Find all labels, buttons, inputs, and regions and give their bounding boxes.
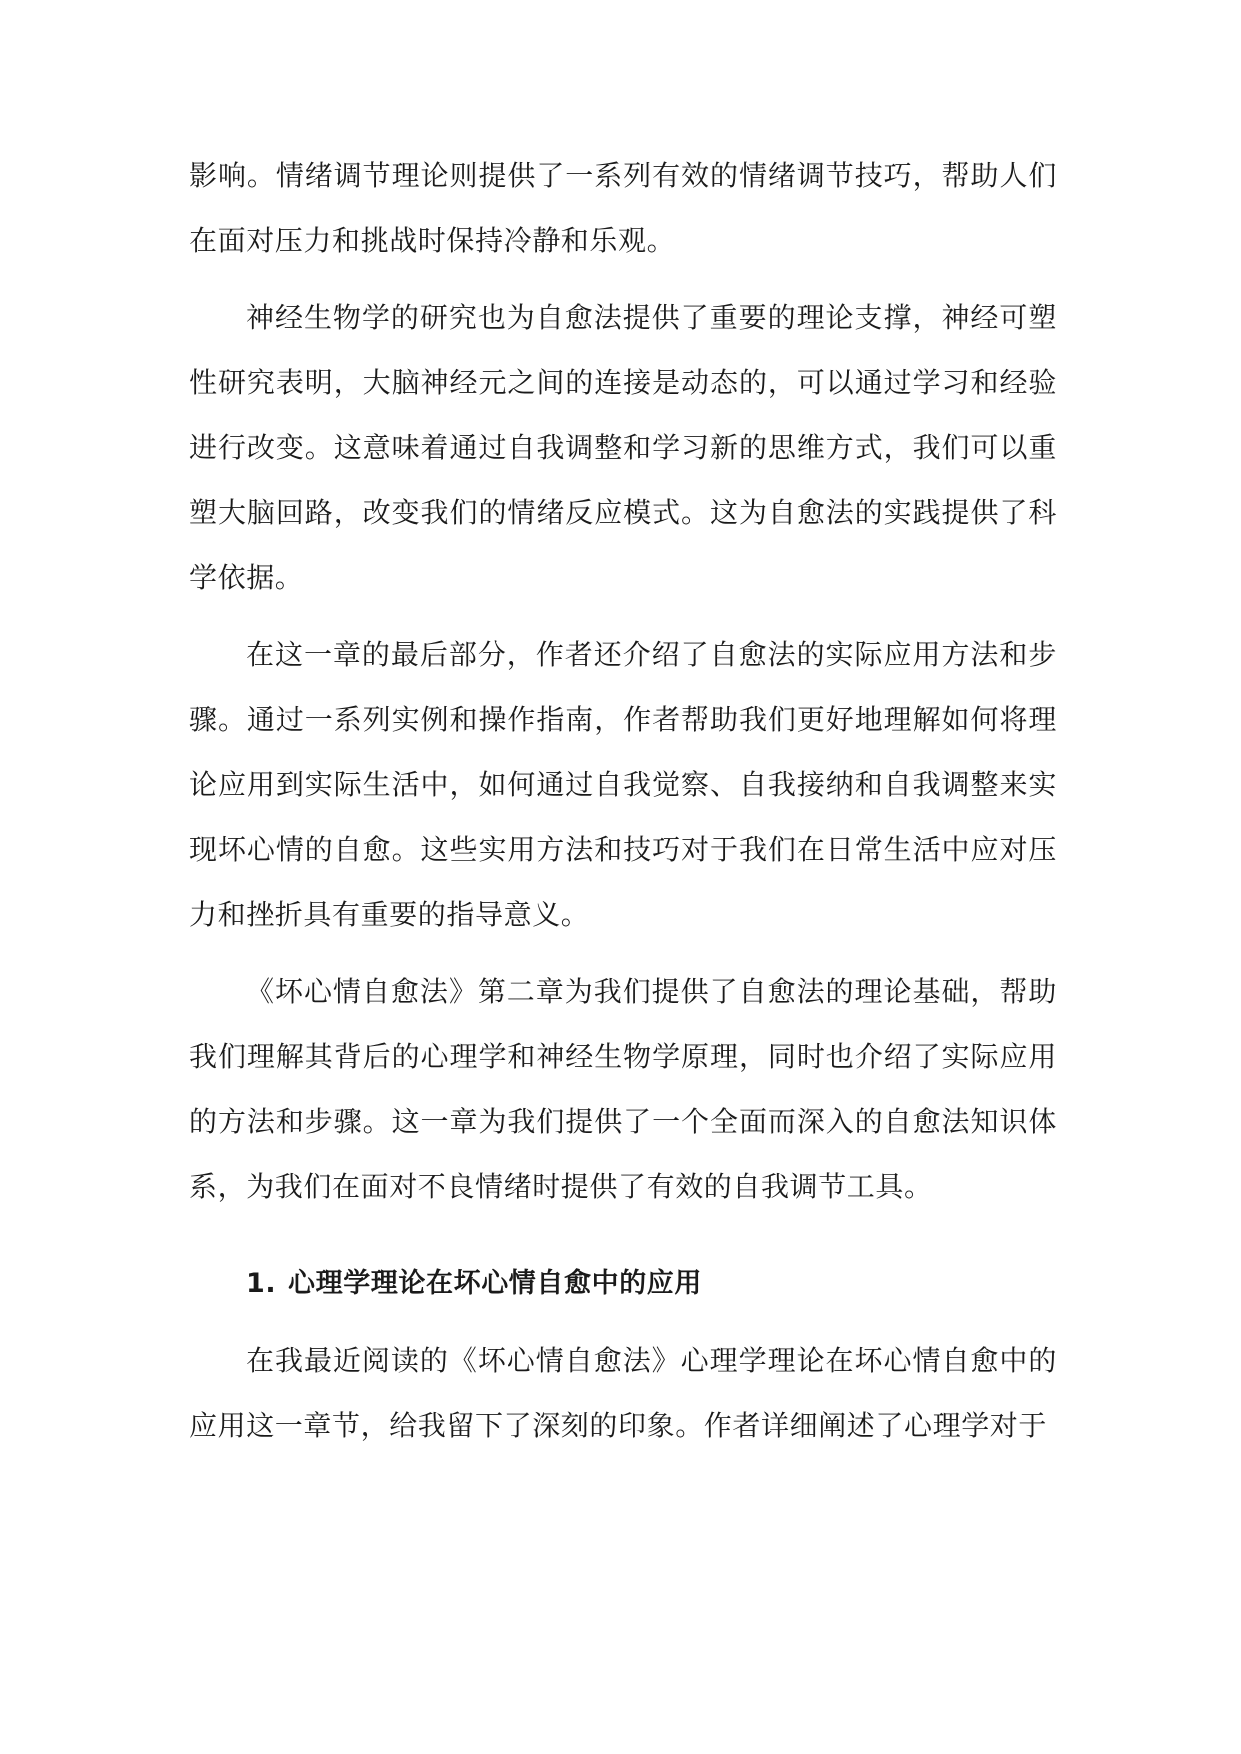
- document-body: [189, 143, 1057, 1470]
- paragraph-application-methods: 在这一章的最后部分，作者还介绍了自愈法的实际应用方法和步骤。通过一系列实例和操作指南，作者帮助我们更好地理解如何将理论应用到实际生活中，如何通过自我觉察、自我接纳和自我调整来实现坏心情的自愈。这些实用方法和技巧对于我们在日常生活中应对压力和挫折具有重要的指导意义。: [189, 638, 1057, 931]
- section-title: 心理学理论在坏心情自愈中的应用: [288, 1268, 702, 1299]
- section-heading: [189, 1251, 1057, 1316]
- paragraph-chapter-summary: 《坏心情自愈法》第二章为我们提供了自愈法的理论基础，帮助我们理解其背后的心理学和神经生物学原理，同时也介绍了实际应用的方法和步骤。这一章为我们提供了一个全面而深入的自愈法知识体系，为我们在面对不良情绪时提供了有效的自我调节工具。: [189, 975, 1057, 1203]
- paragraph-section-intro: 在我最近阅读的《坏心情自愈法》心理学理论在坏心情自愈中的应用这一章节，给我留下了深刻的印象。作者详细阐述了心理学对于: [189, 1344, 1057, 1442]
- paragraph-neurobiology: 神经生物学的研究也为自愈法提供了重要的理论支撑，神经可塑性研究表明，大脑神经元之间的连接是动态的，可以通过学习和经验进行改变。这意味着通过自我调整和学习新的思维方式，我们可以重塑大脑回路，改变我们的情绪反应模式。这为自愈法的实践提供了科学依据。: [189, 301, 1057, 594]
- paragraph-continued: 影响。情绪调节理论则提供了一系列有效的情绪调节技巧，帮助人们在面对压力和挑战时保持冷静和乐观。: [189, 159, 1057, 257]
- section-number: 1.: [246, 1268, 277, 1299]
